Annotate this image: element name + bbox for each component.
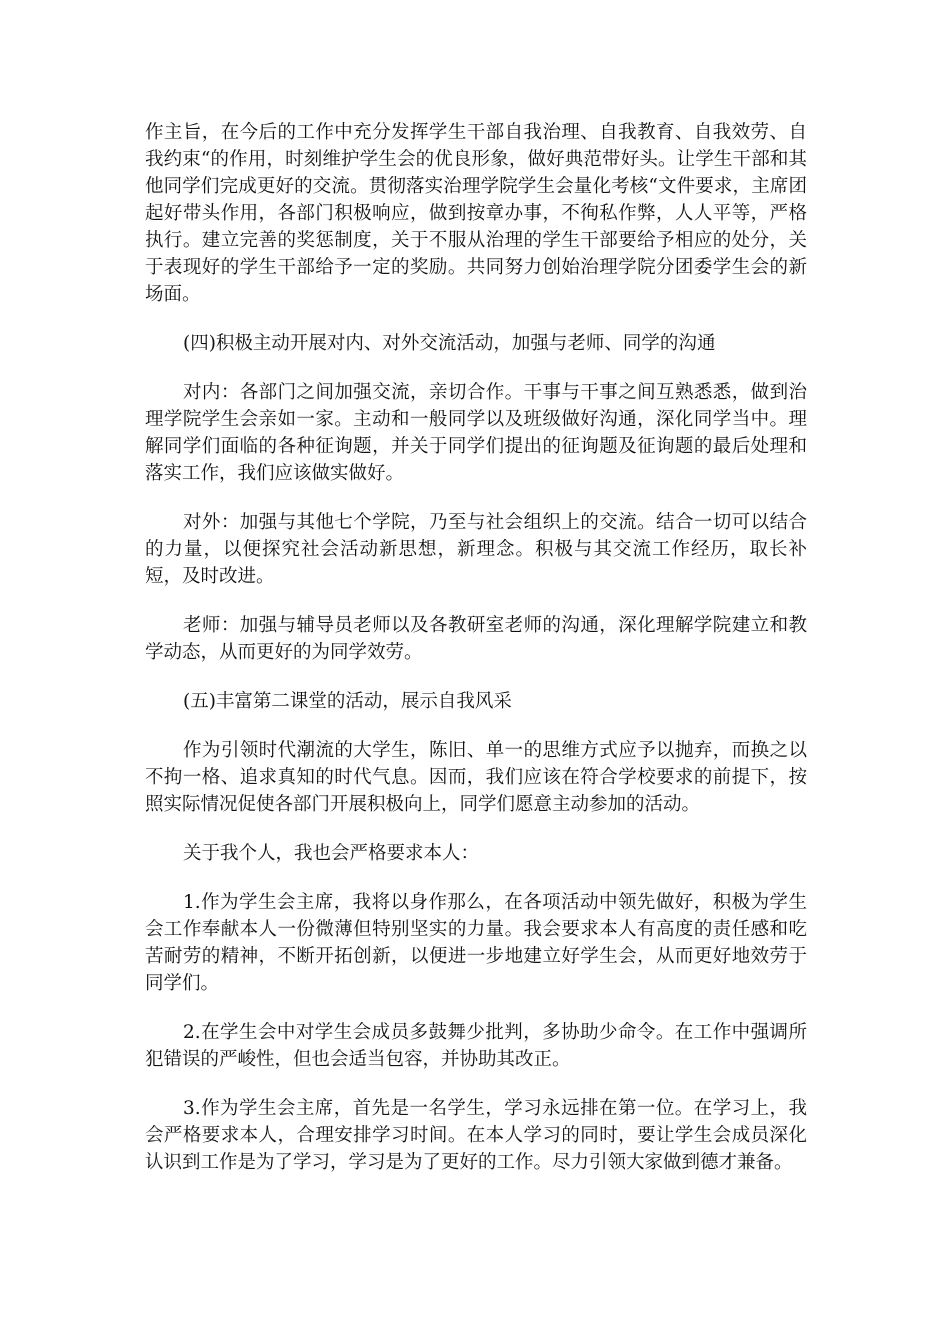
paragraph-teachers: 老师：加强与辅导员老师以及各教研室老师的沟通，深化理解学院建立和教学动态，从而更好的为同学效劳。 <box>145 615 807 663</box>
paragraph-internal: 对内：各部门之间加强交流，亲切合作。干事与干事之间互熟悉悉，做到治理学院学生会亲如一家。主动和一般同学以及班级做好沟通，深化同学当中。理解同学们面临的各种征询题，并关于同学们提出的征询题及征询题的最后处理和落实工作，我们应该做实做好。 <box>145 382 807 484</box>
paragraph-external: 对外：加强与其他七个学院，乃至与社会组织上的交流。结合一切可以结合的力量，以便探究社会活动新思想，新理念。积极与其交流工作经历，取长补短，及时改进。 <box>145 512 807 587</box>
document-page <box>145 119 807 1198</box>
list-item-3: 3.作为学生会主席，首先是一名学生，学习永远排在第一位。在学习上，我会严格要求本人，合理安排学习时间。在本人学习的同时，要让学生会成员深化认识到工作是为了学习，学习是为了更好的工作。尽力引领大家做到德才兼备。 <box>145 1098 807 1173</box>
paragraph-activities: 作为引领时代潮流的大学生，陈旧、单一的思维方式应予以抛弃，而换之以不拘一格、追求真知的时代气息。因而，我们应该在符合学校要求的前提下，按照实际情况促使各部门开展积极向上，同学们愿意主动参加的活动。 <box>145 740 807 815</box>
list-item-2: 2.在学生会中对学生会成员多鼓舞少批判，多协助少命令。在工作中强调所犯错误的严峻性，但也会适当包容，并协助其改正。 <box>145 1022 807 1070</box>
paragraph-personal-intro: 关于我个人，我也会严格要求本人： <box>183 843 480 864</box>
paragraph-continuation: 作主旨，在今后的工作中充分发挥学生干部自我治理、自我教育、自我效劳、自我约束“的作用，时刻维护学生会的优良形象，做好典范带好头。让学生干部和其他同学们完成更好的交流。贯彻落实治理学院学生会量化考核“文件要求，主席团起好带头作用，各部门积极响应，做到按章办事，不徇私作弊，人人平等，严格执行。建立完善的奖惩制度，关于不服从治理的学生干部要给予相应的处分，关于表现好的学生干部给予一定的奖励。共同努力创始治理学院分团委学生会的新场面。 <box>145 122 807 305</box>
section-heading-four: (四)积极主动开展对内、对外交流活动，加强与老师、同学的沟通 <box>183 333 716 354</box>
list-item-1: 1.作为学生会主席，我将以身作那么，在各项活动中领先做好，积极为学生会工作奉献本人一份微薄但特别坚实的力量。我会要求本人有高度的责任感和吃苦耐劳的精神，不断开拓创新，以便进一步地建立好学生会，从而更好地效劳于同学们。 <box>145 892 807 994</box>
section-heading-five: (五)丰富第二课堂的活动，展示自我风采 <box>183 691 512 712</box>
